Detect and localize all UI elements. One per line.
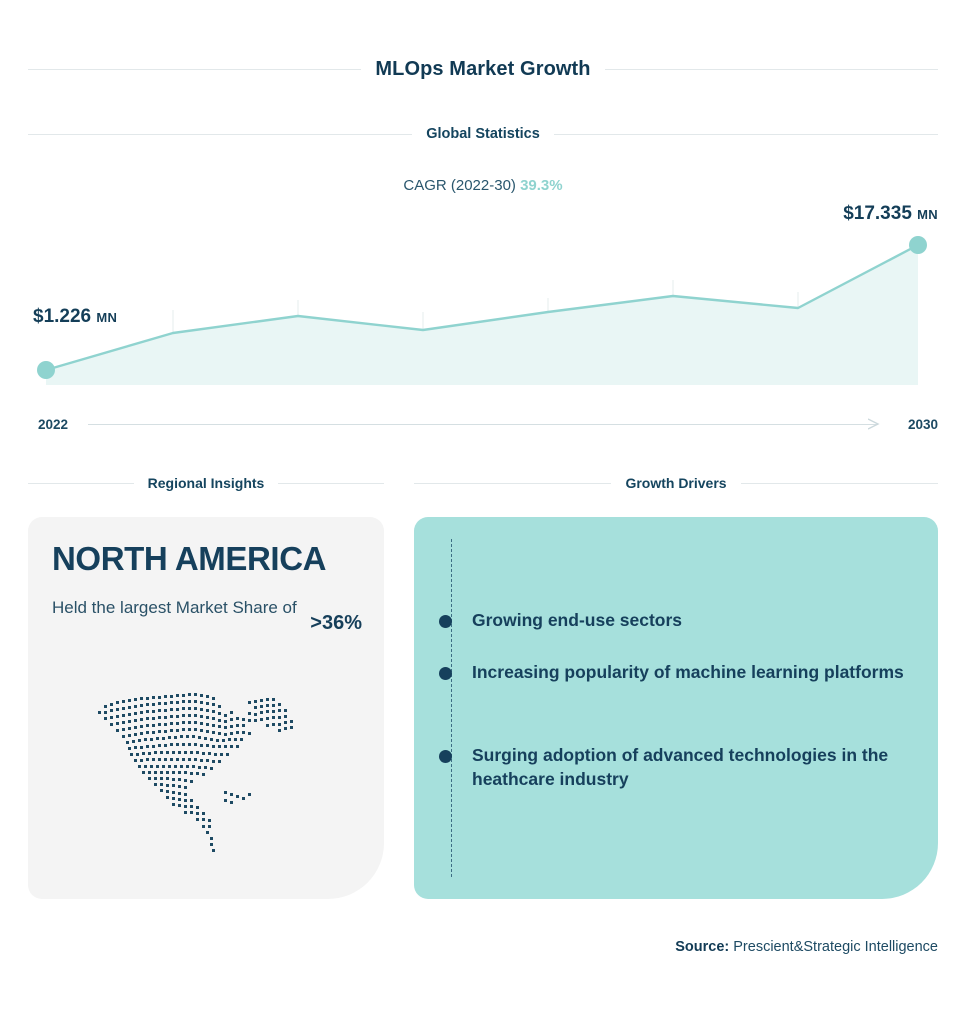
chart-area-fill [46, 245, 918, 385]
chart-svg [28, 200, 938, 440]
end-value-unit: MN [917, 207, 938, 222]
region-name: NORTH AMERICA [52, 540, 327, 577]
bullet-dot-icon [439, 615, 452, 628]
source-label: Source: [675, 939, 730, 955]
drivers-rule-left [414, 483, 611, 484]
axis-year-start: 2022 [38, 417, 69, 432]
regional-insights-card [28, 517, 384, 899]
bullet-dot-icon [439, 667, 452, 680]
title-rule-right [605, 69, 938, 70]
growth-area-chart [28, 200, 938, 440]
drivers-rule-right [741, 483, 938, 484]
cagr-label: CAGR (2022-30) [403, 177, 516, 194]
region-subtitle: Held the largest Market Share of [52, 598, 297, 617]
growth-drivers-card [414, 517, 938, 899]
bullet-dot-icon [439, 750, 452, 763]
list-item [439, 609, 909, 633]
global-statistics-heading [28, 126, 938, 142]
cagr-value: 39.3% [520, 177, 563, 194]
list-item [439, 744, 909, 791]
title-rule-left [28, 69, 361, 70]
axis-arrow-icon [868, 418, 880, 430]
source-line [675, 939, 938, 955]
growth-drivers-label: Growth Drivers [625, 475, 727, 491]
driver-text: Surging adoption of advanced technologies in the heathcare industry [472, 745, 889, 789]
globalstats-rule-left [28, 134, 412, 135]
driver-text: Increasing popularity of machine learning platforms [472, 662, 904, 682]
end-value-number: $17.335 [843, 203, 912, 224]
region-share-percent: >36% [310, 612, 362, 634]
end-value-label [843, 203, 938, 225]
regional-insights-label: Regional Insights [147, 475, 265, 491]
dot-map-svg [98, 667, 328, 877]
north-america-dot-map [98, 667, 328, 877]
regional-rule-left [28, 483, 134, 484]
list-item [439, 661, 909, 685]
start-value-unit: MN [96, 310, 118, 325]
page-title [28, 58, 938, 81]
axis-year-end: 2030 [907, 417, 938, 432]
globalstats-rule-right [554, 134, 938, 135]
cagr-row [0, 177, 966, 194]
drivers-timeline-dashed-line [451, 539, 452, 877]
chart-point-end [909, 236, 927, 254]
global-statistics-label: Global Statistics [426, 126, 540, 142]
page-title-text: MLOps Market Growth [375, 58, 591, 80]
driver-text: Growing end-use sectors [472, 610, 683, 630]
chart-point-start [37, 361, 55, 379]
regional-insights-heading [28, 475, 384, 491]
start-value-label [33, 306, 117, 328]
start-value-number: $1.226 [33, 306, 92, 327]
x-axis-line [88, 424, 878, 425]
source-value: Prescient&Strategic Intelligence [733, 939, 938, 955]
growth-drivers-heading [414, 475, 938, 491]
regional-rule-right [278, 483, 384, 484]
